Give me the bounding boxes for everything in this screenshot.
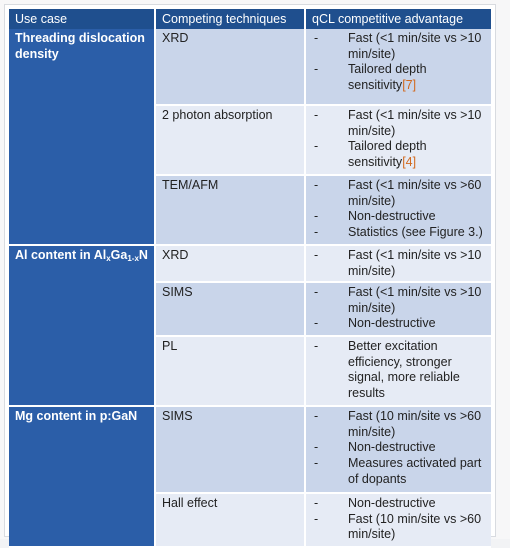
header-row: [9, 9, 491, 29]
advantage-cell: [305, 282, 491, 336]
dash-bullet: -: [314, 31, 319, 45]
technique-xrd: XRD: [155, 29, 305, 105]
header-use-case: Use case: [9, 9, 155, 29]
use-case-mg-content: Mg content in p:GaN: [9, 406, 155, 547]
table-row: [9, 245, 491, 282]
dash-bullet: -: [314, 316, 319, 331]
advantage-item: - Fast (<1 min/site vs >10 min/site): [310, 248, 485, 279]
dash-bullet: -: [314, 224, 319, 239]
technique-xrd: XRD: [155, 245, 305, 282]
advantage-item: - Fast (10 min/site vs >60 min/site): [310, 409, 485, 440]
dash-bullet: -: [314, 511, 319, 526]
reference-link[interactable]: [7]: [402, 77, 417, 92]
technique-sims: SIMS: [155, 406, 305, 493]
advantage-item: - Non-destructive: [310, 440, 485, 456]
header-competing-techniques: Competing techniques: [155, 9, 305, 29]
advantage-cell: [305, 406, 491, 493]
advantage-cell: [305, 336, 491, 406]
use-case-threading: Threading dislocation density: [9, 29, 155, 245]
dash-bullet: -: [314, 285, 319, 300]
dash-bullet: -: [314, 339, 319, 354]
use-case-al-content: Al content in $Al_xGa_{1-x}N$: [9, 245, 155, 406]
advantage-item: - Non-destructive: [310, 316, 485, 332]
dash-bullet: -: [314, 455, 319, 470]
dash-bullet: -: [314, 178, 319, 192]
dash-bullet: -: [314, 108, 319, 122]
advantage-item: - Non-destructive: [310, 209, 485, 225]
advantage-cell: [305, 493, 491, 547]
dash-bullet: -: [314, 248, 319, 262]
comparison-table: [9, 9, 491, 548]
advantage-item: - Tailored depth sensitivity[4]: [310, 139, 485, 170]
advantage-item: - Fast (10 min/site vs >60 min/site): [310, 512, 485, 543]
advantage-item: - Fast (<1 min/site vs >10 min/site): [310, 108, 485, 139]
dash-bullet: -: [314, 496, 319, 511]
technique-pl: PL: [155, 336, 305, 406]
advantage-cell: [305, 29, 491, 105]
advantage-item: - Non-destructive: [310, 496, 485, 512]
advantage-item: - Tailored depth sensitivity[7]: [310, 62, 485, 93]
technique-tem-afm: TEM/AFM: [155, 175, 305, 245]
table-image: [4, 4, 496, 542]
technique-sims: SIMS: [155, 282, 305, 336]
advantage-item: - Fast (<1 min/site vs >10 min/site): [310, 285, 485, 316]
table-row: [9, 29, 491, 105]
dash-bullet: -: [314, 409, 319, 424]
advantage-item: - Better excitation efficiency, stronger signal, more reliable results: [310, 339, 485, 401]
advantage-item: - Statistics (see Figure 3.): [310, 225, 485, 241]
dash-bullet: -: [314, 62, 319, 77]
advantage-cell: [305, 245, 491, 282]
advantage-cell: [305, 105, 491, 175]
reference-link[interactable]: [4]: [402, 154, 417, 169]
technique-2-photon: 2 photon absorption: [155, 105, 305, 175]
header-qcl-advantage: qCL competitive advantage: [305, 9, 491, 29]
table-row: [9, 406, 491, 493]
advantage-cell: [305, 175, 491, 245]
technique-hall-effect: Hall effect: [155, 493, 305, 547]
dash-bullet: -: [314, 139, 319, 154]
dash-bullet: -: [314, 440, 319, 455]
advantage-item: - Fast (<1 min/site vs >10 min/site): [310, 31, 485, 62]
advantage-item: - Fast (<1 min/site vs >60 min/site): [310, 178, 485, 209]
advantage-item: - Measures activated part of dopants: [310, 456, 485, 487]
dash-bullet: -: [314, 209, 319, 224]
